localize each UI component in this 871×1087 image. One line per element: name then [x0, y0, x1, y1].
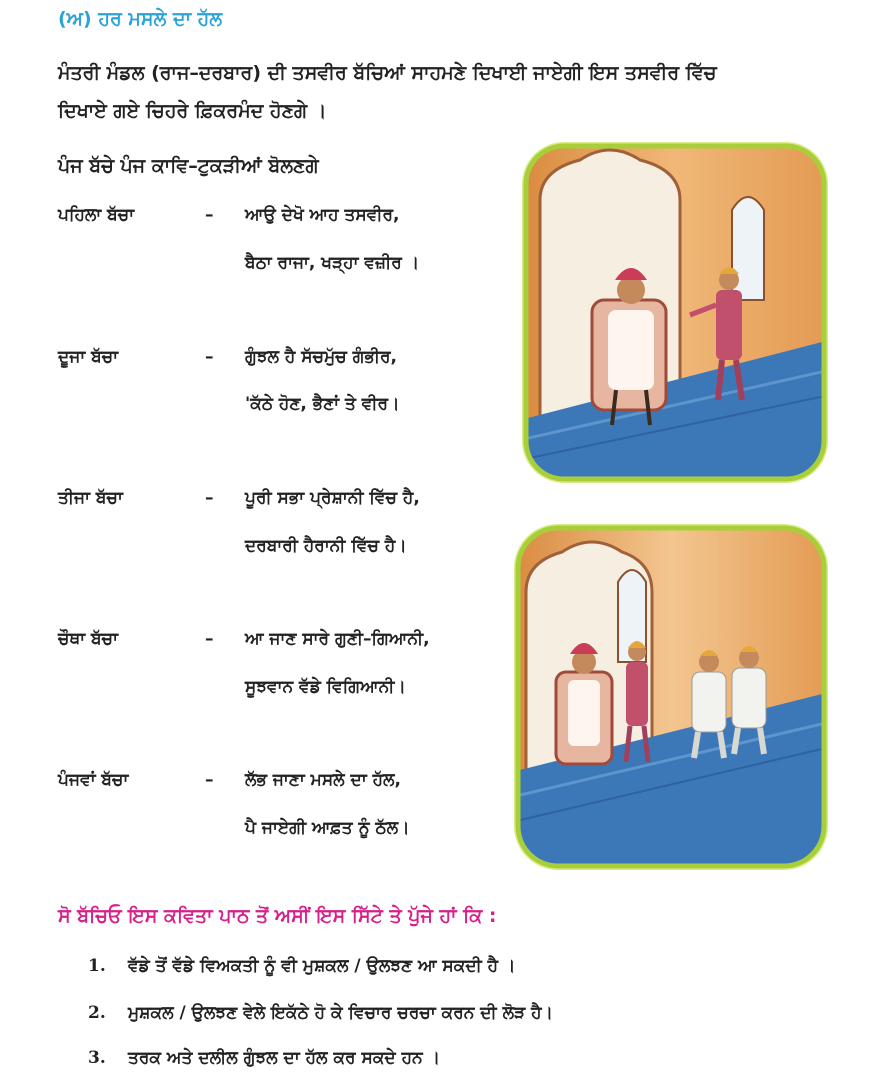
speaker-2: ਦੂਜਾ ਬੱਚਾ — [58, 347, 119, 367]
instruction-line: ਪੰਜ ਬੱਚੇ ਪੰਜ ਕਾਵਿ–ਟੁਕੜੀਆਂ ਬੋਲਣਗੇ — [58, 155, 319, 177]
speaker-1: ਪਹਿਲਾ ਬੱਚਾ — [58, 205, 135, 225]
verse-line: ਲੱਭ ਜਾਣਾ ਮਸਲੇ ਦਾ ਹੱਲ, — [245, 770, 401, 790]
court-illustration-king-minister — [520, 140, 830, 485]
point-number: 1. — [88, 956, 106, 976]
point-text: ਤਰਕ ਅਤੇ ਦਲੀਲ ਗੁੰਝਲ ਦਾ ਹੱਲ ਕਰ ਸਕਦੇ ਹਨ । — [128, 1048, 441, 1068]
verse-line: ਸੂਝਵਾਨ ਵੱਡੇ ਵਿਗਿਆਨੀ। — [245, 677, 406, 697]
point-text: ਮੁਸ਼ਕਲ / ਉਲਝਣ ਵੇਲੇ ਇਕੱਠੇ ਹੋ ਕੇ ਵਿਚਾਰ ਚਰਚਾ ਕਰਨ ਦੀ ਲੋੜ ਹੈ। — [128, 1003, 553, 1023]
conclusion-heading: ਸੋ ਬੱਚਿਓ ਇਸ ਕਵਿਤਾ ਪਾਠ ਤੋਂ ਅਸੀਂ ਇਸ ਸਿੱਟੇ ਤੇ ਪੁੱਜੇ ਹਾਂ ਕਿ : — [58, 905, 497, 927]
dash: – — [205, 770, 214, 790]
verse-line: ਪੂਰੀ ਸਭਾ ਪ੍ਰੇਸ਼ਾਨੀ ਵਿੱਚ ਹੈ, — [245, 488, 420, 508]
verse-line: ਦਰਬਾਰੀ ਹੈਰਾਨੀ ਵਿੱਚ ਹੈ। — [245, 536, 407, 556]
court-illustration-advisors — [512, 522, 830, 872]
verse-line: ਬੈਠਾ ਰਾਜਾ, ਖੜ੍ਹਾ ਵਜ਼ੀਰ । — [245, 253, 420, 273]
section-heading: (ਅ) ਹਰ ਮਸਲੇ ਦਾ ਹੱਲ — [58, 8, 223, 30]
verse-line: 'ਕੱਠੇ ਹੋਣ, ਭੈਣਾਂ ਤੇ ਵੀਰ। — [245, 394, 400, 414]
point-text: ਵੱਡੇ ਤੋਂ ਵੱਡੇ ਵਿਅਕਤੀ ਨੂੰ ਵੀ ਮੁਸ਼ਕਲ / ਉਲਝਣ ਆ ਸਕਦੀ ਹੈ । — [128, 956, 516, 976]
verse-line: ਪੈ ਜਾਏਗੀ ਆਫ਼ਤ ਨੂੰ ਠੱਲ। — [245, 818, 410, 838]
intro-line-1: ਮੰਤਰੀ ਮੰਡਲ (ਰਾਜ–ਦਰਬਾਰ) ਦੀ ਤਸਵੀਰ ਬੱਚਿਆਂ ਸਾਹਮਣੇ ਦਿਖਾਈ ਜਾਏਗੀ ਇਸ ਤਸਵੀਰ ਵਿੱਚ — [58, 62, 717, 84]
verse-line: ਆਉ ਦੇਖੋ ਆਹ ਤਸਵੀਰ, — [245, 205, 400, 225]
verse-line: ਗੁੰਝਲ ਹੈ ਸੱਚਮੁੱਚ ਗੰਭੀਰ, — [245, 347, 398, 367]
point-number: 3. — [88, 1048, 106, 1068]
dash: – — [205, 205, 214, 225]
point-number: 2. — [88, 1003, 106, 1023]
dash: – — [205, 347, 214, 367]
dash: – — [205, 488, 214, 508]
speaker-3: ਤੀਜਾ ਬੱਚਾ — [58, 488, 123, 508]
speaker-5: ਪੰਜਵਾਂ ਬੱਚਾ — [58, 770, 129, 790]
speaker-4: ਚੌਥਾ ਬੱਚਾ — [58, 629, 118, 649]
intro-line-2: ਦਿਖਾਏ ਗਏ ਚਿਹਰੇ ਫ਼ਿਕਰਮੰਦ ਹੋਣਗੇ । — [58, 100, 327, 122]
verse-line: ਆ ਜਾਣ ਸਾਰੇ ਗੁਣੀ–ਗਿਆਨੀ, — [245, 629, 430, 649]
dash: – — [205, 629, 214, 649]
